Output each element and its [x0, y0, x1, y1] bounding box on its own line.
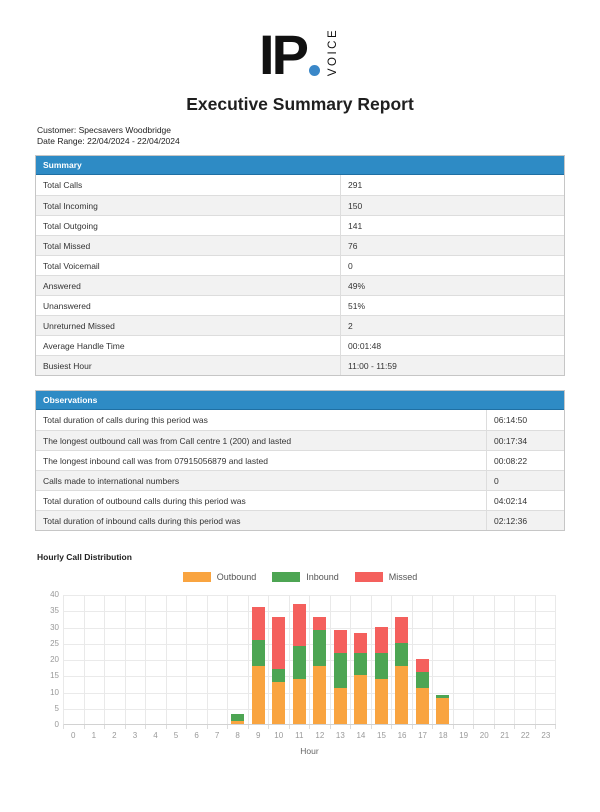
summary-table	[35, 155, 565, 376]
row-value: 0	[486, 471, 564, 490]
x-tick	[454, 725, 475, 729]
bar-segment-inbound	[334, 653, 347, 689]
bar-segment-inbound	[313, 630, 326, 666]
x-tick	[105, 725, 126, 729]
row-value: 06:14:50	[486, 410, 564, 430]
bar-segment-inbound	[293, 646, 306, 679]
x-axis-tick-label: 3	[132, 731, 138, 740]
bar-segment-outbound	[272, 682, 285, 724]
hour-slot-16	[392, 595, 413, 724]
hour-slot-2	[105, 595, 126, 724]
table-row	[36, 355, 564, 375]
hour-slot-18	[433, 595, 454, 724]
date-range-line: Date Range: 22/04/2024 - 22/04/2024	[37, 136, 180, 146]
legend-item-inbound	[272, 572, 339, 582]
y-axis-tick-label: 0	[54, 720, 59, 729]
table-row	[36, 235, 564, 255]
table-row	[36, 410, 564, 430]
x-tick	[413, 725, 434, 729]
row-label: Total duration of inbound calls during this period was	[43, 515, 241, 526]
bar-segment-missed	[416, 659, 429, 672]
row-value: 51%	[340, 296, 564, 315]
observations-table-header: Observations	[36, 391, 564, 410]
observations-table-body	[36, 410, 564, 530]
row-value: 00:08:22	[486, 451, 564, 470]
bar-hour-13	[334, 630, 347, 724]
table-row	[36, 255, 564, 275]
legend-swatch	[183, 572, 211, 582]
table-row	[36, 470, 564, 490]
x-axis-tick-label: 0	[71, 731, 76, 740]
x-axis-tick-label: 7	[214, 731, 220, 740]
bar-segment-outbound	[375, 679, 388, 725]
bar-segment-outbound	[252, 666, 265, 725]
y-axis-tick-label: 40	[50, 590, 59, 599]
legend-label: Inbound	[306, 571, 339, 582]
y-axis-tick-label: 35	[50, 606, 59, 616]
y-axis-tick-label: 5	[54, 703, 59, 713]
x-tick	[331, 725, 352, 729]
hour-slot-20	[474, 595, 495, 724]
legend-item-missed	[355, 572, 418, 582]
row-value: 150	[340, 196, 564, 215]
bar-segment-outbound	[231, 721, 244, 724]
bar-segment-missed	[252, 607, 265, 640]
bar-hour-18	[436, 695, 449, 724]
row-label: Unreturned Missed	[43, 320, 115, 331]
row-value: 04:02:14	[486, 491, 564, 510]
bar-segment-outbound	[293, 679, 306, 725]
bar-segment-missed	[334, 630, 347, 653]
hour-slot-21	[495, 595, 516, 724]
hour-slot-15	[372, 595, 393, 724]
row-value: 76	[340, 236, 564, 255]
row-label: Total Missed	[43, 240, 91, 251]
table-row	[36, 215, 564, 235]
x-tick	[85, 725, 106, 729]
x-axis-tick-label: 10	[274, 731, 284, 740]
x-tick	[515, 725, 536, 729]
table-row	[36, 490, 564, 510]
row-value: 141	[340, 216, 564, 235]
x-axis-tick-label: 14	[356, 731, 366, 740]
x-axis-labels	[63, 731, 556, 740]
bar-segment-inbound	[395, 643, 408, 666]
row-label: Total duration of calls during this period was	[43, 415, 208, 425]
y-axis-tick-label: 15	[50, 671, 59, 681]
row-label: Total Incoming	[43, 200, 98, 211]
bar-segment-outbound	[354, 675, 367, 724]
x-axis-ticks	[63, 725, 556, 729]
row-value: 0	[340, 256, 564, 275]
table-row	[36, 335, 564, 355]
hour-slot-7	[208, 595, 229, 724]
y-axis-tick-label: 10	[50, 687, 59, 697]
x-tick	[228, 725, 249, 729]
bar-hour-17	[416, 659, 429, 724]
x-axis-tick-label: 4	[153, 731, 158, 740]
row-label: Unanswered	[43, 300, 91, 311]
summary-table-header: Summary	[36, 156, 564, 175]
x-axis-tick-label: 19	[459, 731, 469, 740]
summary-table-body	[36, 175, 564, 375]
row-label: The longest inbound call was from 07915056879 and lasted	[43, 455, 268, 466]
bar-segment-outbound	[395, 666, 408, 725]
row-value: 00:01:48	[340, 336, 564, 355]
hourly-call-distribution-chart	[35, 552, 565, 756]
bar-segment-outbound	[416, 688, 429, 724]
bar-segment-outbound	[313, 666, 326, 725]
bar-hour-16	[395, 617, 408, 724]
row-label: Calls made to international numbers	[43, 475, 180, 486]
x-tick	[433, 725, 454, 729]
logo-main	[259, 23, 320, 87]
legend-swatch	[272, 572, 300, 582]
chart-title: Hourly Call Distribution	[37, 552, 132, 562]
x-axis-tick-label: 9	[255, 731, 261, 740]
table-row	[36, 195, 564, 215]
x-tick	[474, 725, 495, 729]
hour-slot-3	[126, 595, 147, 724]
row-label: Answered	[43, 280, 81, 291]
x-axis-tick-label: 6	[194, 731, 199, 740]
table-row	[36, 430, 564, 450]
bar-segment-inbound	[272, 669, 285, 682]
row-label: Total duration of outbound calls during this period was	[43, 495, 246, 506]
hour-slot-11	[290, 595, 311, 724]
bar-segment-missed	[375, 627, 388, 653]
x-tick	[187, 725, 208, 729]
table-row	[36, 315, 564, 335]
bar-segment-inbound	[416, 672, 429, 688]
hour-slot-9	[249, 595, 270, 724]
hour-slot-4	[146, 595, 167, 724]
x-tick	[372, 725, 393, 729]
x-axis-tick-label: 23	[541, 731, 551, 740]
row-value: 49%	[340, 276, 564, 295]
hour-slot-14	[351, 595, 372, 724]
x-axis-tick-label: 21	[500, 731, 510, 740]
hour-slot-22	[515, 595, 536, 724]
x-tick	[146, 725, 167, 729]
hour-slot-8	[228, 595, 249, 724]
bar-hour-10	[272, 617, 285, 724]
row-label: Busiest Hour	[43, 360, 92, 371]
x-tick	[208, 725, 229, 729]
hour-slot-17	[413, 595, 434, 724]
table-row	[36, 275, 564, 295]
x-tick	[167, 725, 188, 729]
y-axis-tick-label: 30	[50, 622, 59, 632]
row-label: Total Voicemail	[43, 260, 100, 271]
hour-slot-13	[331, 595, 352, 724]
row-label: The longest outbound call was from Call centre 1 (200) and lasted	[43, 435, 292, 446]
chart-plot-area	[63, 595, 556, 725]
bar-hour-14	[354, 633, 367, 724]
table-row	[36, 295, 564, 315]
hour-slot-1	[85, 595, 106, 724]
row-value: 11:00 - 11:59	[340, 356, 564, 375]
y-axis-tick-label: 20	[50, 655, 59, 664]
x-tick	[63, 725, 85, 729]
x-axis-title: Hour	[300, 746, 319, 756]
bar-hour-8	[231, 714, 244, 724]
logo-voice-vertical	[325, 26, 341, 78]
x-axis-tick-label: 12	[315, 731, 325, 740]
row-label: Average Handle Time	[43, 340, 125, 351]
ipvoice-logo	[0, 23, 600, 87]
table-row	[36, 510, 564, 530]
legend-swatch	[355, 572, 383, 582]
x-axis-tick-label: 15	[377, 731, 386, 740]
x-tick	[269, 725, 290, 729]
x-tick	[351, 725, 372, 729]
y-axis-tick-label: 25	[50, 638, 59, 648]
bar-segment-outbound	[436, 698, 449, 724]
x-axis-tick-label: 17	[418, 731, 428, 740]
bar-hour-12	[313, 617, 326, 724]
bar-segment-inbound	[375, 653, 388, 679]
x-tick	[249, 725, 270, 729]
row-value: 2	[340, 316, 564, 335]
logo-dot-icon	[309, 65, 320, 76]
bar-hour-11	[293, 604, 306, 724]
x-tick	[536, 725, 557, 729]
legend-label: Outbound	[216, 571, 257, 582]
bar-segment-inbound	[252, 640, 265, 666]
x-axis-tick-label: 11	[295, 731, 304, 740]
hour-slot-0	[64, 595, 85, 724]
logo-voice-text: VOICE	[326, 27, 339, 77]
row-value: 00:17:34	[486, 431, 564, 450]
table-row	[36, 450, 564, 470]
bar-segment-missed	[313, 617, 326, 630]
bar-segment-outbound	[334, 688, 347, 724]
x-axis-tick-label: 2	[112, 731, 117, 740]
row-value: 02:12:36	[486, 511, 564, 530]
hour-slot-10	[269, 595, 290, 724]
hour-slot-23	[536, 595, 557, 724]
x-tick	[310, 725, 331, 729]
observations-table	[35, 390, 565, 531]
legend-item-outbound	[183, 572, 257, 582]
x-axis-tick-label: 16	[397, 731, 407, 740]
x-tick	[126, 725, 147, 729]
bar-hour-15	[375, 627, 388, 725]
chart-legend	[35, 571, 565, 582]
legend-label: Missed	[388, 571, 418, 582]
page-title: Executive Summary Report	[186, 94, 414, 114]
hour-slot-12	[310, 595, 331, 724]
bar-hour-9	[252, 607, 265, 724]
hour-slot-5	[167, 595, 188, 724]
bar-segment-missed	[395, 617, 408, 643]
x-axis-tick-label: 22	[520, 731, 530, 740]
x-axis-tick-label: 20	[479, 731, 489, 740]
x-axis-tick-label: 13	[335, 731, 345, 740]
hour-slot-19	[454, 595, 475, 724]
hour-slot-6	[187, 595, 208, 724]
x-tick	[290, 725, 311, 729]
x-axis-tick-label: 8	[235, 731, 240, 740]
bar-segment-missed	[293, 604, 306, 646]
row-label: Total Calls	[43, 180, 83, 190]
row-value: 291	[340, 175, 564, 195]
x-axis-tick-label: 5	[173, 731, 179, 740]
bar-segment-inbound	[354, 653, 367, 676]
logo-ip-text: IP	[259, 23, 306, 87]
row-label: Total Outgoing	[43, 220, 98, 231]
bar-segment-missed	[272, 617, 285, 669]
customer-line: Customer: Specsavers Woodbridge	[37, 125, 172, 135]
x-tick	[392, 725, 413, 729]
bar-segment-missed	[354, 633, 367, 653]
report-meta	[37, 125, 180, 147]
table-row	[36, 175, 564, 195]
x-tick	[495, 725, 516, 729]
x-axis-tick-label: 1	[91, 731, 97, 740]
x-axis-tick-label: 18	[438, 731, 448, 740]
chart-plot-wrap	[35, 590, 565, 729]
